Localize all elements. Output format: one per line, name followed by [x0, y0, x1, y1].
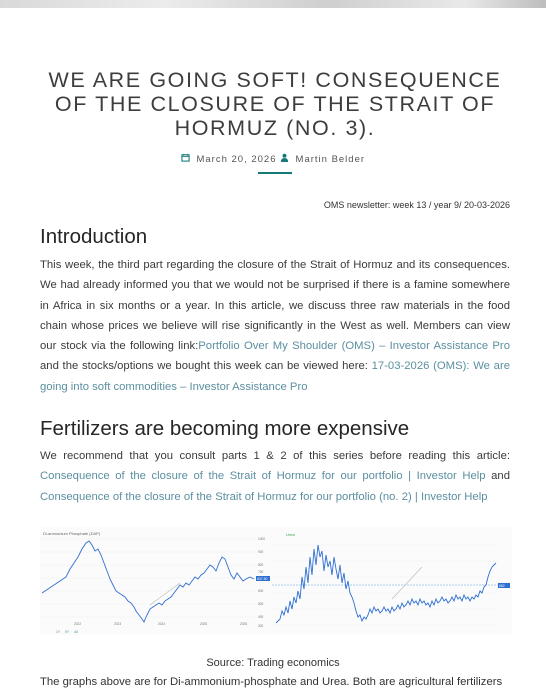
urea-value-tag: 682	[499, 584, 505, 588]
dap-xtick: 2022	[74, 622, 82, 626]
dap-ytick: 800	[258, 563, 264, 567]
intro-text-2: and the stocks/options we bought this week can be viewed here:	[40, 360, 372, 373]
dap-price-chart	[40, 527, 272, 635]
figure-source-caption: Source: Trading economics	[206, 657, 340, 669]
part-2-link[interactable]: Consequence of the closure of the Strait of Hormuz for our portfolio (no. 2) | Investor Help	[40, 490, 488, 503]
soft-commodities-link[interactable]: 17-03-2026 (OMS): We are going into soft commodities – Investor Assistance Pro	[40, 360, 510, 393]
dap-xtick: 2025	[200, 622, 208, 626]
next-paragraph-partial: The graphs above are for Di-ammonium-phosphate and Urea. Both are agricultural fertilizers	[40, 676, 503, 688]
dap-chart-title: Di-ammonium Phosphate (DAP)	[43, 531, 101, 536]
range-tab-5y[interactable]: 5Y	[65, 630, 70, 634]
calendar-icon	[181, 154, 194, 164]
header-image-strip	[0, 0, 546, 8]
part-1-link[interactable]: Consequence of the closure of the Strait of Hormuz for our portfolio | Investor Help	[40, 470, 486, 483]
intro-paragraph	[40, 255, 510, 397]
dap-ytick: 1000	[258, 537, 266, 541]
section-heading-fertilizers: Fertilizers are becoming more expensive	[40, 417, 410, 440]
dap-xtick: 2023	[114, 622, 122, 626]
fertilizer-price-graphs	[40, 527, 512, 635]
post-author-link[interactable]: Martin Belder	[295, 154, 366, 165]
dap-ytick: 400	[258, 615, 264, 619]
range-tab-1y[interactable]: 1Y	[56, 630, 61, 634]
dap-ytick: 700	[258, 570, 264, 574]
fertilizers-paragraph	[40, 446, 510, 507]
dap-xtick: 2026	[240, 622, 248, 626]
title-divider	[258, 172, 292, 174]
range-tab-all[interactable]: All	[74, 630, 78, 634]
intro-text-1: This week, the third part regarding the closure of the Strait of Hormuz and its consequences. We had already informed you that we would not be surprised if there is a famine somewhere in Africa in six months or a year. In this article, we discuss three raw materials in the food chain whose prices we believe will rise significantly in the West as well. Members can view our stock via the following link:	[40, 259, 510, 353]
user-icon	[277, 154, 293, 164]
dap-ytick: 900	[258, 550, 264, 554]
dap-value-tag: 637.50	[257, 577, 268, 581]
fertilizers-text-1: We recommend that you consult parts 1 & 2 of this series before reading this article:	[40, 450, 510, 462]
newsletter-line: OMS newsletter: week 13 / year 9/ 20-03-2026	[323, 200, 510, 210]
urea-chart-title: Urea	[286, 532, 295, 537]
section-heading-introduction: Introduction	[40, 225, 148, 248]
dap-xtick: 2024	[158, 622, 166, 626]
fertilizers-text-2: and	[485, 470, 510, 483]
dap-ytick: 300	[258, 624, 264, 628]
post-date-link[interactable]: March 20, 2026	[196, 154, 277, 165]
post-meta	[0, 153, 546, 165]
urea-price-chart	[272, 527, 512, 635]
oms-portfolio-link[interactable]: Portfolio Over My Shoulder (OMS) – Investor Assistance Pro	[198, 340, 510, 353]
dap-ytick: 500	[258, 602, 264, 606]
page-title: WE ARE GOING SOFT! CONSEQUENCE OF THE CLOSURE OF THE STRAIT OF HORMUZ (NO. 3).	[48, 68, 502, 140]
dap-ytick: 600	[258, 589, 264, 593]
